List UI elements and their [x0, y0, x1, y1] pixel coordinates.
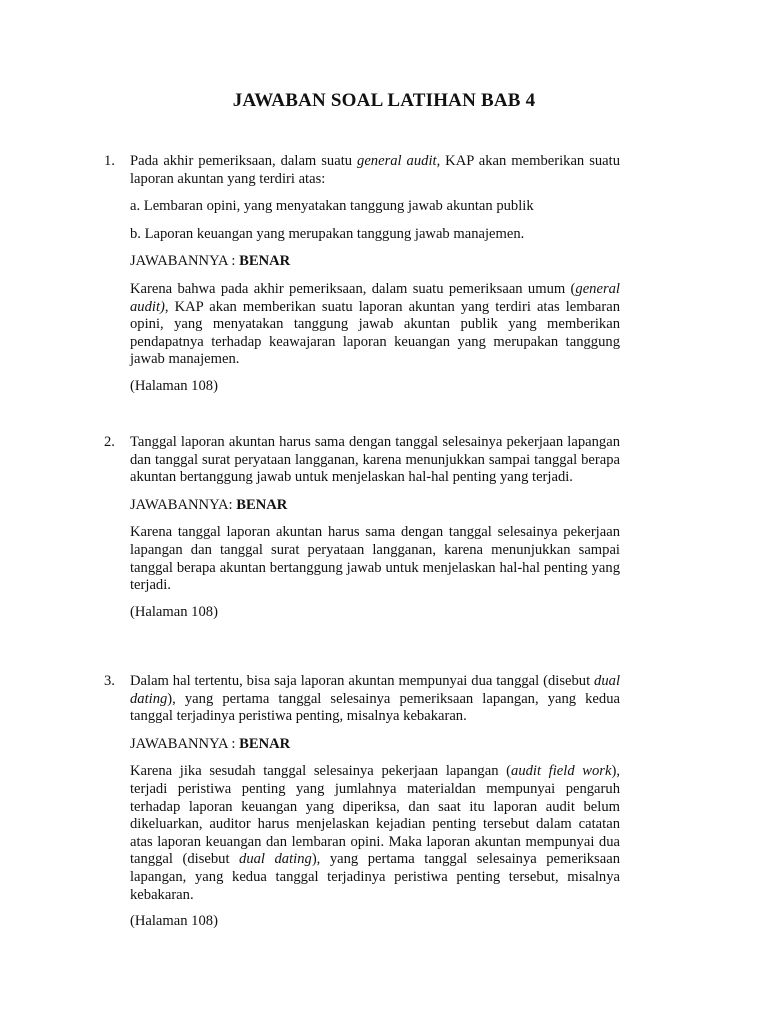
answer-line — [130, 736, 620, 754]
question-statement: Pada akhir pemeriksaan, dalam suatu general audit, KAP akan memberikan suatu laporan akuntan yang terdiri atas: — [130, 153, 620, 187]
answer-label: JAWABANNYA : — [130, 253, 240, 270]
page-reference: (Halaman 108) — [130, 377, 218, 394]
page-title: JAWABAN SOAL LATIHAN BAB 4 — [232, 90, 536, 111]
question-body — [130, 153, 620, 396]
question-number: 2. — [104, 434, 115, 450]
question-body — [130, 434, 620, 621]
answer-value: BENAR — [239, 735, 291, 752]
question-statement: Tanggal laporan akuntan harus sama dengan tanggal selesainya pekerjaan lapangan dan tanggal surat peryataan langganan, karena menunjukkan sampai tanggal berapa akuntan bertanggung jawab untuk menjelaskan hal-hal penting yang terjadi. — [130, 434, 620, 486]
page-reference: (Halaman 108) — [130, 603, 218, 620]
answer-value: BENAR — [236, 496, 288, 513]
answer-label: JAWABANNYA: — [130, 496, 237, 513]
question-3 — [104, 673, 620, 940]
explanation: Karena jika sesudah tanggal selesainya pekerjaan lapangan (audit field work), terjadi peristiwa penting yang jumlahnya materialdan mempunyai pengaruh terhadap laporan keuangan yang diperiksa, dan saat itu laporan audit belum dikeluarkan, auditor harus menjelaskan kejadian penting tersebut dalam catatan atas laporan keuangan dan lembaran opini. Maka laporan akuntan mempunyai dua tanggal (disebut dual dating), yang pertama tanggal selesainya pemeriksaan lapangan, yang kedua tanggal terjadinya peristiwa penting tersebut, misalnya kebakaran. — [130, 763, 620, 903]
question-number: 1. — [104, 153, 115, 169]
question-body — [130, 673, 620, 931]
page-reference: (Halaman 108) — [130, 913, 218, 930]
question-1 — [104, 153, 620, 405]
answer-line — [130, 253, 620, 271]
question-2 — [104, 434, 620, 630]
explanation: Karena bahwa pada akhir pemeriksaan, dalam suatu pemeriksaan umum (general audit), KAP akan memberikan suatu laporan akuntan yang terdiri atas lembaran opini, yang menyatakan tanggung jawab akuntan publik yang memberikan pendapatnya terhadap keawajaran laporan keuangan yang merupakan tanggung jawab manajemen. — [130, 280, 620, 368]
question-statement: Dalam hal tertentu, bisa saja laporan akuntan mempunyai dua tanggal (disebut dual dating), yang pertama tanggal selesainya pemeriksaan lapangan, yang kedua tanggal terjadinya peristiwa penting, misalnya kebakaran. — [130, 673, 620, 725]
option-a: a. Lembaran opini, yang menyatakan tanggung jawab akuntan publik — [130, 198, 534, 215]
answer-label: JAWABANNYA : — [130, 735, 240, 752]
explanation: Karena tanggal laporan akuntan harus sama dengan tanggal selesainya pekerjaan lapangan dan tanggal surat peryataan langganan, karena menunjukkan sampai tanggal berapa akuntan bertanggung jawab untuk menjelaskan hal-hal penting yang terjadi. — [130, 524, 620, 594]
answer-value: BENAR — [239, 253, 291, 270]
question-number: 3. — [104, 673, 115, 689]
option-b: b. Laporan keuangan yang merupakan tanggung jawab manajemen. — [130, 225, 525, 242]
answer-line — [130, 497, 620, 515]
